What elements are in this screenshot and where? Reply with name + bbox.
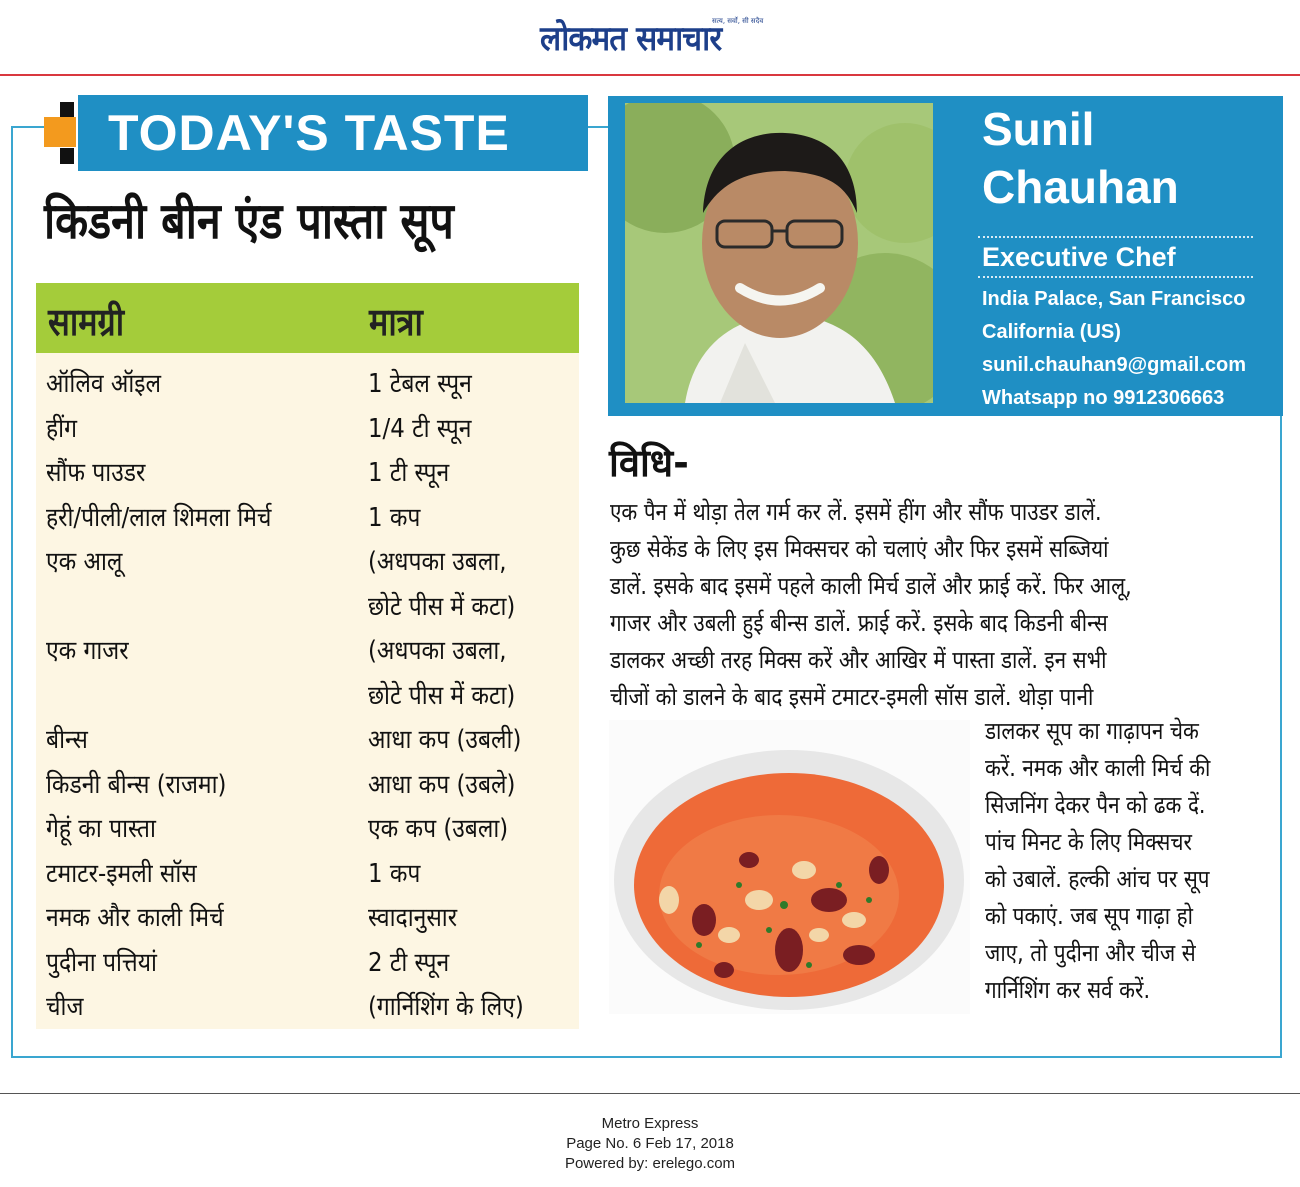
ingredient-qty: एक कप (उबला) bbox=[368, 814, 509, 844]
ingredient-qty: (अधपका उबला, bbox=[368, 636, 507, 666]
ingredient-qty: 1 कप bbox=[368, 858, 421, 889]
frame-top-mid bbox=[586, 126, 608, 128]
newspaper-logo: लोकमत समाचार bbox=[540, 19, 722, 59]
ingredient-qty: आधा कप (उबली) bbox=[368, 725, 522, 755]
method-line: एक पैन में थोड़ा तेल गर्म कर लें. इसमें हींग और सौंफ पाउडर डालें. bbox=[610, 498, 1102, 526]
ingredient-name: किडनी बीन्स (राजमा) bbox=[46, 769, 227, 800]
ingredient-row bbox=[46, 896, 576, 941]
ingredient-qty: छोटे पीस में कटा) bbox=[368, 591, 516, 622]
ingredient-row bbox=[46, 451, 576, 496]
ingredient-qty: 1 कप bbox=[368, 502, 421, 533]
chef-last-name: Chauhan bbox=[982, 161, 1179, 213]
ingredient-name: एक गाजर bbox=[46, 636, 129, 666]
chef-divider bbox=[978, 276, 1253, 278]
masthead bbox=[0, 0, 1300, 78]
ingredient-name: सौंफ पाउडर bbox=[46, 458, 146, 488]
method-line: को पकाएं. जब सूप गाढ़ा हो bbox=[985, 902, 1193, 930]
masthead-rule bbox=[0, 74, 1300, 76]
ingredient-row bbox=[46, 362, 576, 407]
ingredient-row bbox=[46, 629, 576, 674]
ingredient-name: पुदीना पत्तियां bbox=[46, 947, 157, 978]
ingredient-name: हींग bbox=[46, 413, 77, 444]
ingredient-row bbox=[46, 807, 576, 852]
banner-deco-square bbox=[60, 102, 74, 118]
section-banner: TODAY'S TASTE bbox=[78, 95, 588, 171]
ingredient-qty: छोटे पीस में कटा) bbox=[368, 680, 516, 711]
ingredient-qty: स्वादानुसार bbox=[368, 903, 458, 933]
ingredient-row bbox=[46, 718, 576, 763]
ingredient-row bbox=[46, 496, 576, 541]
banner-deco-square bbox=[60, 148, 74, 164]
ingredient-name bbox=[46, 674, 329, 719]
chef-email: sunil.chauhan9@gmail.com bbox=[982, 354, 1247, 376]
ingredient-name: गेहूं का पास्ता bbox=[46, 814, 156, 844]
soup-photo bbox=[609, 720, 970, 1014]
frame-top-left bbox=[11, 126, 45, 128]
ingredient-name: चीज bbox=[46, 992, 84, 1022]
chef-photo bbox=[625, 103, 933, 403]
ingredient-qty: 1 टेबल स्पून bbox=[368, 369, 472, 399]
ingredient-qty: (गार्निशिंग के लिए) bbox=[368, 992, 524, 1022]
ingredients-list bbox=[46, 362, 576, 1030]
footer-page: Page No. 6 Feb 17, 2018 bbox=[566, 1135, 734, 1152]
method-line: करें. नमक और काली मिर्च की bbox=[985, 754, 1211, 782]
ingredient-row bbox=[46, 941, 576, 986]
method-text bbox=[610, 494, 1217, 716]
ingredient-qty: 1 टी स्पून bbox=[368, 458, 450, 488]
ingredients-header bbox=[36, 283, 579, 353]
method-line: गाजर और उबली हुई बीन्स डालें. फ्राई करें. इसके बाद किडनी बीन्स bbox=[610, 609, 1108, 637]
ingredient-name: नमक और काली मिर्च bbox=[46, 903, 224, 933]
ingredient-name bbox=[46, 585, 329, 630]
chef-divider bbox=[978, 236, 1253, 238]
ingredient-name: टमाटर-इमली सॉस bbox=[46, 858, 197, 889]
method-line: डालें. इसके बाद इसमें पहले काली मिर्च डालें और फ्राई करें. फिर आलू, bbox=[610, 572, 1132, 600]
ingredient-row bbox=[46, 407, 576, 452]
ingredient-row bbox=[46, 585, 576, 630]
chef-info bbox=[982, 283, 1246, 415]
method-text-continued bbox=[985, 713, 1247, 1009]
method-line: को उबालें. हल्की आंच पर सूप bbox=[985, 865, 1210, 893]
recipe-title: किडनी बीन एंड पास्ता सूप bbox=[44, 192, 454, 250]
ingredient-qty: आधा कप (उबले) bbox=[368, 769, 516, 800]
ingredients-header-qty: मात्रा bbox=[369, 300, 423, 344]
chef-location: California (US) bbox=[982, 321, 1121, 343]
method-line: डालकर अच्छी तरह मिक्स करें और आखिर में पास्ता डालें. इन सभी bbox=[610, 646, 1107, 674]
footer-edition: Metro Express bbox=[601, 1115, 699, 1132]
ingredient-qty: 2 टी स्पून bbox=[368, 947, 450, 978]
banner-deco-square-orange bbox=[44, 117, 76, 147]
method-line: जाए, तो पुदीना और चीज से bbox=[985, 939, 1196, 967]
ingredient-row bbox=[46, 674, 576, 719]
chef-name bbox=[982, 100, 1179, 216]
chef-workplace: India Palace, San Francisco bbox=[982, 288, 1246, 310]
chef-first-name: Sunil bbox=[982, 103, 1095, 155]
ingredients-header-name: सामग्री bbox=[48, 300, 125, 344]
chef-whatsapp: Whatsapp no 9912306663 bbox=[982, 387, 1225, 409]
ingredient-row bbox=[46, 985, 576, 1030]
chef-role: Executive Chef bbox=[982, 242, 1176, 272]
method-title: विधि- bbox=[609, 441, 689, 485]
method-line: चीजों को डालने के बाद इसमें टमाटर-इमली सॉस डालें. थोड़ा पानी bbox=[610, 683, 1094, 711]
ingredient-name: बीन्स bbox=[46, 725, 88, 755]
method-line: सिजनिंग देकर पैन को ढक दें. bbox=[985, 791, 1206, 819]
ingredient-name: ऑलिव ऑइल bbox=[46, 369, 162, 399]
method-line: कुछ सेकेंड के लिए इस मिक्सचर को चलाएं और फिर इसमें सब्जियां bbox=[610, 535, 1109, 563]
method-line: डालकर सूप का गाढ़ापन चेक bbox=[985, 717, 1199, 745]
footer-powered: Powered by: erelego.com bbox=[564, 1155, 736, 1172]
footer-rule bbox=[0, 1093, 1300, 1094]
ingredient-row bbox=[46, 852, 576, 897]
ingredient-qty: 1/4 टी स्पून bbox=[368, 413, 472, 444]
newspaper-tagline: सत्य, सर्वो, सी सदैव bbox=[712, 17, 764, 25]
footer bbox=[0, 1114, 1300, 1174]
ingredient-row bbox=[46, 540, 576, 585]
ingredient-row bbox=[46, 763, 576, 808]
ingredient-name: एक आलू bbox=[46, 547, 123, 577]
ingredient-qty: (अधपका उबला, bbox=[368, 547, 507, 577]
ingredient-name: हरी/पीली/लाल शिमला मिर्च bbox=[46, 502, 272, 533]
method-line: पांच मिनट के लिए मिक्सचर bbox=[985, 828, 1192, 856]
method-line: गार्निशिंग कर सर्व करें. bbox=[985, 976, 1151, 1004]
